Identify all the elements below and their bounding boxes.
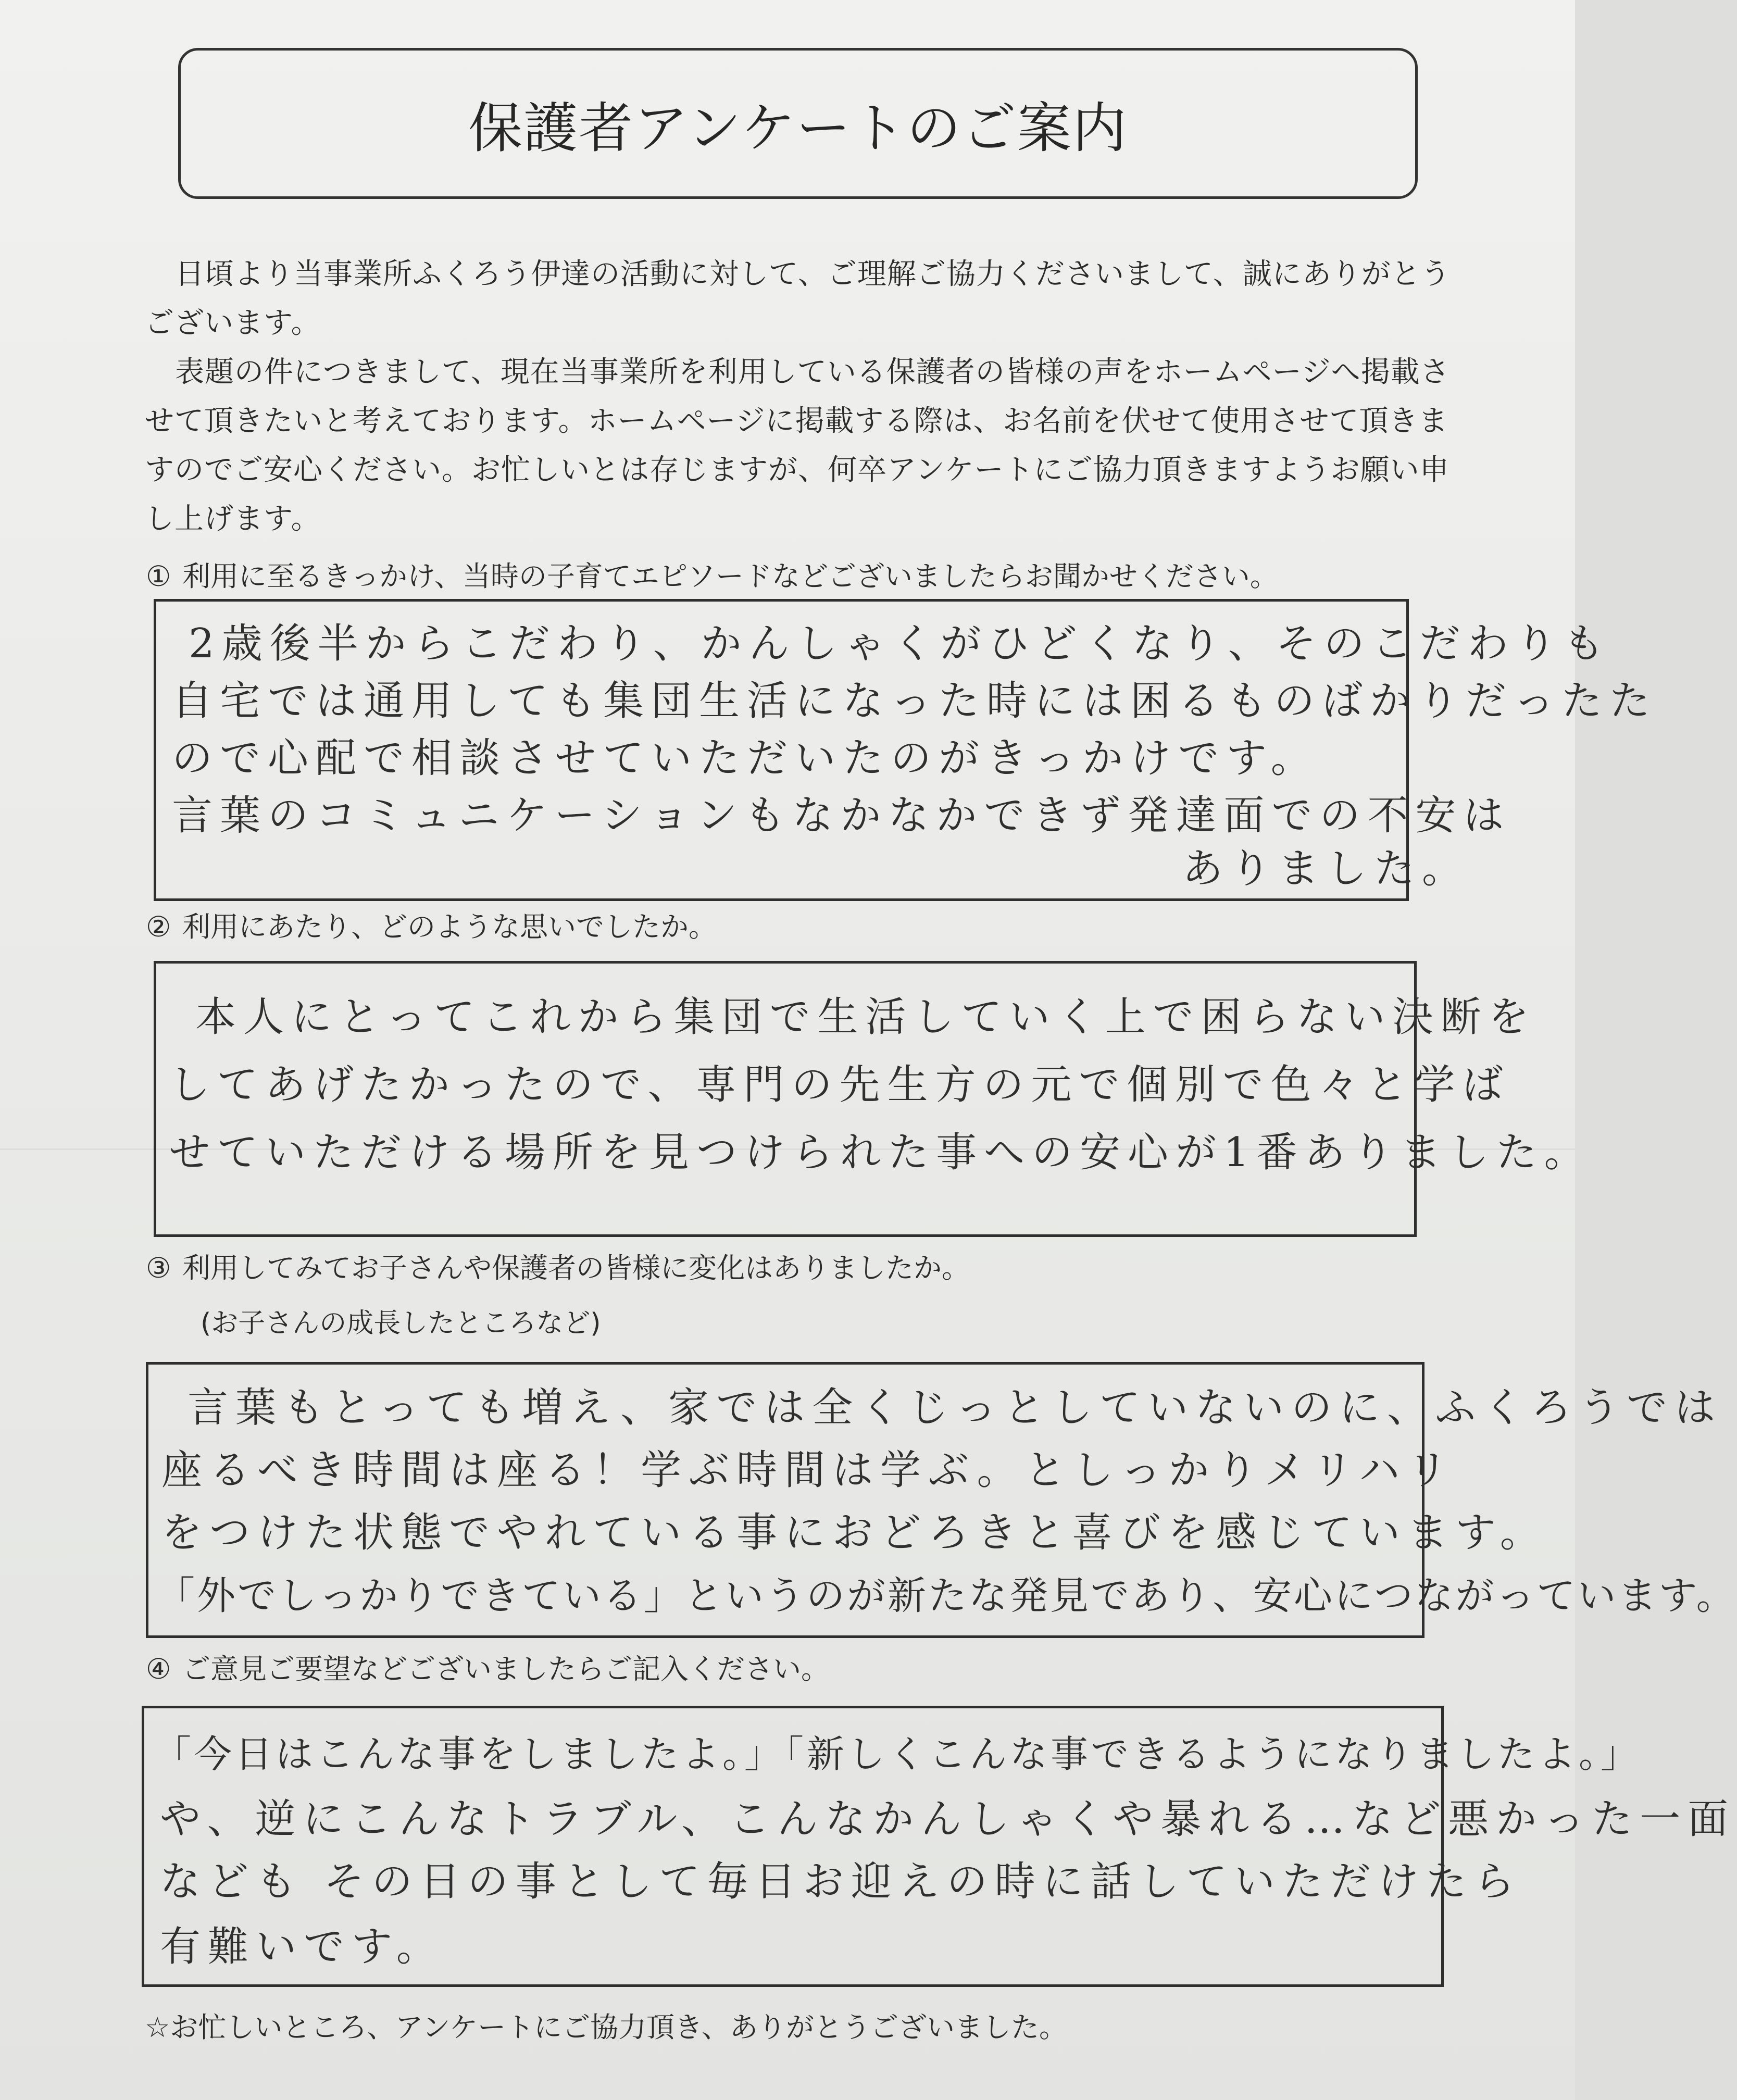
question-number: ② <box>146 910 171 943</box>
answer-box-3 <box>146 1362 1737 1638</box>
intro-text <box>145 250 1468 544</box>
question-4 <box>146 1651 829 1688</box>
question-text: 利用してみてお子さんや保護者の皆様に変化はありましたか。 <box>182 1252 970 1284</box>
handwritten-line: 「今日はこんな事をしましたよ。」「新しくこんな事できるようになりましたよ。」 <box>154 1732 1642 1776</box>
intro-paragraph-1: 日頃より当事業所ふくろう伊達の活動に対して、ご理解ご協力くださいまして、誠にありがとうございます。 <box>145 257 1451 340</box>
question-number: ③ <box>146 1252 171 1284</box>
question-text: ご意見ご要望などございましたらご記入ください。 <box>182 1653 829 1685</box>
answer-box-4 <box>142 1706 1736 1987</box>
question-3 <box>146 1250 970 1286</box>
handwritten-line: 座るべき時間は座る！学ぶ時間は学ぶ。としっかりメリハリ <box>161 1447 1455 1494</box>
handwritten-line: 有難いです。 <box>160 1923 444 1970</box>
intro-paragraph-2: 表題の件につきまして、現在当事業所を利用している保護者の皆様の声をホームページへ掲載させて頂きたいと考えております。ホームページに掲載する際は、お名前を伏せて使用させて頂きますのでご安心ください。お忙しいとは存じますが、何卒アンケートにご協力頂きますようお願い申し上げます。 <box>145 355 1450 536</box>
page-title: 保護者アンケートのご案内 <box>468 96 1128 160</box>
handwritten-line: なども その日の事として毎日お迎えの時に話していただけたら <box>160 1858 1522 1905</box>
answer-box-2 <box>154 961 1592 1237</box>
handwritten-line: 自宅では通用しても集団生活になった時には困るものばかりだったた <box>172 678 1658 724</box>
handwritten-line: してあげたかったので、専門の先生方の元で個別で色々と学ば <box>169 1061 1510 1108</box>
handwritten-line: をつけた状態でやれている事におどろきと喜びを感じています。 <box>161 1509 1548 1556</box>
question-2 <box>146 909 717 945</box>
question-text: 利用にあたり、どのような思いでしたか。 <box>182 910 717 943</box>
question-number: ④ <box>146 1653 171 1685</box>
title-box <box>178 48 1418 199</box>
handwritten-line: せていただける場所を見つけられた事への安心が1番ありました。 <box>169 1129 1592 1176</box>
handwritten-line: 言葉もとっても増え、家では全くじっとしていないのに、ふくろうでは <box>188 1384 1723 1431</box>
handwritten-line: 本人にとってこれから集団で生活していく上で困らない決断を <box>195 994 1536 1041</box>
question-1 <box>146 558 1278 595</box>
answer-box-1 <box>154 599 1658 901</box>
handwritten-line: ありました。 <box>1182 845 1470 892</box>
handwritten-line: 「外でしっかりできている」というのが新たな発見であり、安心につながっています。 <box>156 1573 1737 1618</box>
question-number: ① <box>146 560 171 593</box>
footer-note: ☆お忙しいところ、アンケートにご協力頂き、ありがとうございました。 <box>145 2011 1068 2044</box>
question-3-note: (お子さんの成長したところなど) <box>201 1308 601 1339</box>
handwritten-line: 2歳後半からこだわり、かんしゃくがひどくなり、そのこだわりも <box>189 620 1611 667</box>
handwritten-line: ので心配で相談させていただいたのがきっかけです。 <box>172 735 1319 782</box>
handwritten-line: 言葉のコミュニケーションもなかなかできず発達面での不安は <box>172 792 1511 839</box>
question-text: 利用に至るきっかけ、当時の子育てエピソードなどございましたらお聞かせください。 <box>182 560 1278 593</box>
handwritten-line: や、逆にこんなトラブル、こんなかんしゃくや暴れる…など悪かった一面 <box>160 1796 1736 1843</box>
